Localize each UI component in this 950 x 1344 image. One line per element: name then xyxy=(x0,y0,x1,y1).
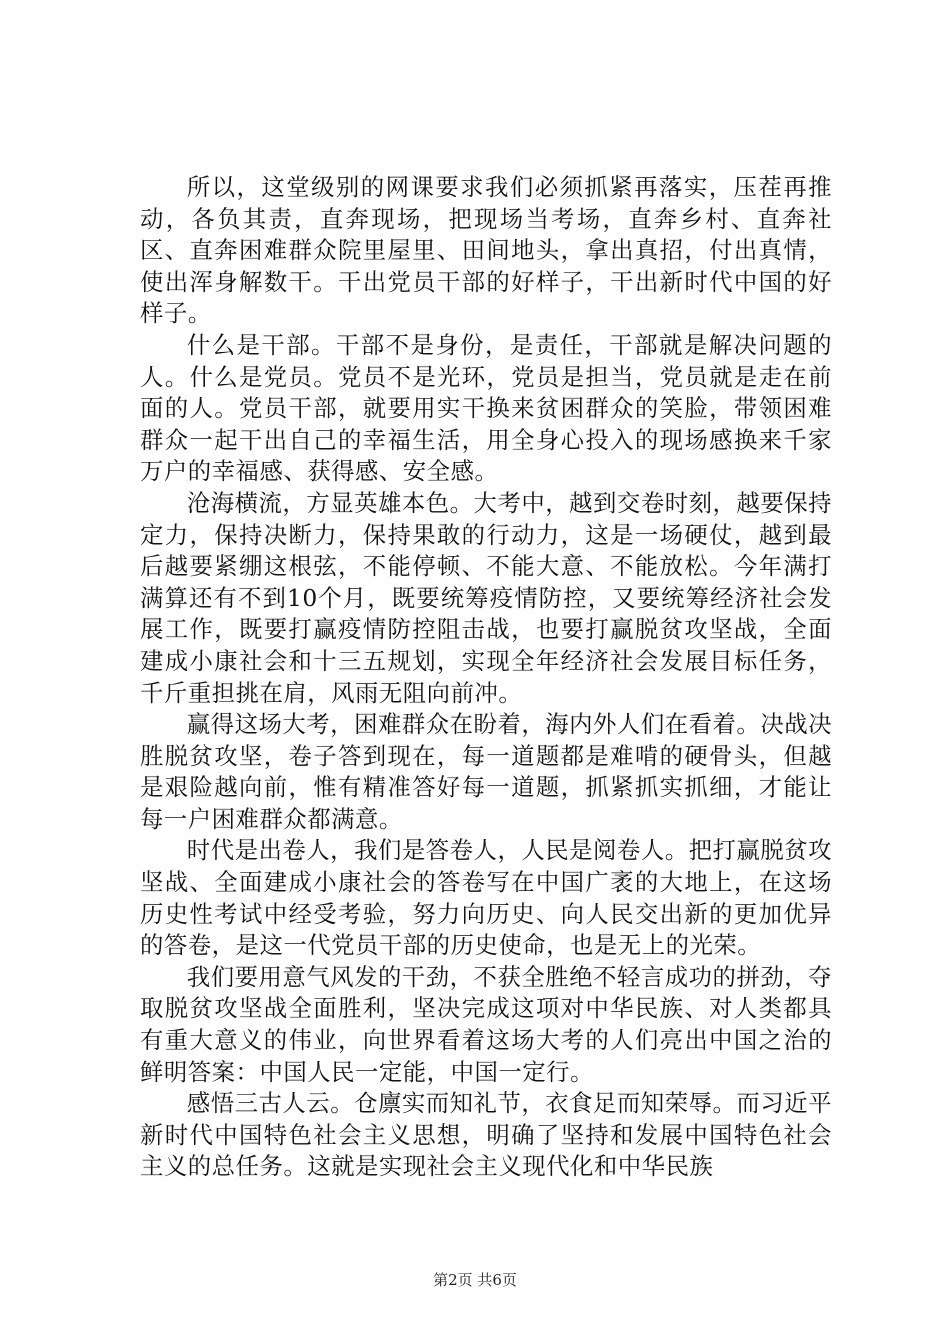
page-footer: 第2页 共6页 xyxy=(433,1271,517,1289)
paragraph-1: 所以，这堂级别的网课要求我们必须抓紧再落实，压茬再推动，各负其责，直奔现场，把现场当考场，直奔乡村、直奔社区、直奔困难群众院里屋里、田间地头，拿出真招，付出真情，使出浑身解数干。干出党员干部的好样子，干出新时代中国的好样子。 xyxy=(140,173,832,328)
paragraph-2: 什么是干部。干部不是身份，是责任，干部就是解决问题的人。什么是党员。党员不是光环，党员是担当，党员就是走在前面的人。党员干部，就要用实干换来贫困群众的笑脸，带领困难群众一起干出自己的幸福生活，用全身心投入的现场感换来千家万户的幸福感、获得感、安全感。 xyxy=(140,330,832,486)
paragraph-3: 沧海横流，方显英雄本色。大考中，越到交卷时刻，越要保持定力，保持决断力，保持果敢的行动力，这是一场硬仗，越到最后越要紧绷这根弦，不能停顿、不能大意、不能放松。今年满打满算还有不到10个月，既要统筹疫情防控，又要统筹经济社会发展工作，既要打赢疫情防控阻击战，也要打赢脱贫攻坚战，全面建成小康社会和十三五规划，实现全年经济社会发展目标任务，千斤重担挑在肩，风雨无阻向前冲。 xyxy=(140,488,832,707)
paragraph-6: 我们要用意气风发的干劲，不获全胜绝不轻言成功的拼劲，夺取脱贫攻坚战全面胜利，坚决完成这项对中华民族、对人类都具有重大意义的伟业，向世界看着这场大考的人们亮出中国之治的鲜明答案：中国人民一定能，中国一定行。 xyxy=(140,962,832,1086)
paragraph-5: 时代是出卷人，我们是答卷人，人民是阅卷人。把打赢脱贫攻坚战、全面建成小康社会的答卷写在中国广袤的大地上，在这场历史性考试中经受考验，努力向历史、向人民交出新的更加优异的答卷，是这一代党员干部的历史使命，也是无上的光荣。 xyxy=(140,836,832,960)
body-text xyxy=(140,172,832,1183)
paragraph-7: 感悟三古人云。仓廪实而知礼节，衣食足而知荣辱。而习近平新时代中国特色社会主义思想，明确了坚持和发展中国特色社会主义的总任务。这就是实现社会主义现代化和中华民族 xyxy=(140,1089,832,1181)
paragraph-4: 赢得这场大考，困难群众在盼着，海内外人们在看着。决战决胜脱贫攻坚，卷子答到现在，每一道题都是难啃的硬骨头，但越是艰险越向前，惟有精准答好每一道题，抓紧抓实抓细，才能让每一户困难群众都满意。 xyxy=(140,710,832,833)
